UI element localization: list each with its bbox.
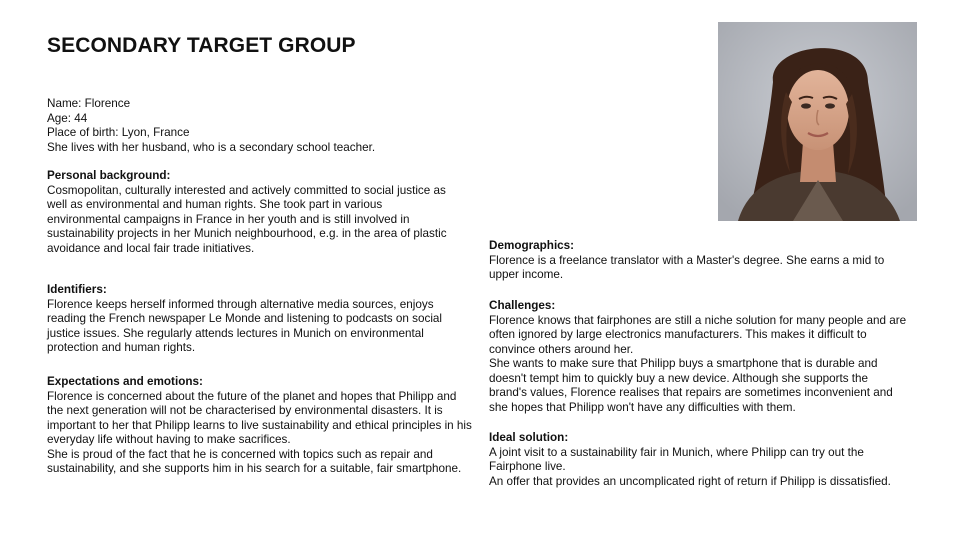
persona-portrait-photo bbox=[718, 22, 917, 221]
demographics-text: Florence is a freelance translator with a Master's degree. She earns a mid to upper income. bbox=[489, 253, 885, 281]
demographics-section bbox=[489, 239, 909, 283]
personal-background-section bbox=[47, 169, 457, 256]
expectations-heading: Expectations and emotions: bbox=[47, 375, 203, 388]
challenges-text-1: Florence knows that fairphones are still a niche solution for many people and are often ignored by large electronics manufacturers. This makes it difficult to convince others around her. bbox=[489, 313, 907, 356]
challenges-section bbox=[489, 299, 909, 415]
page-title: SECONDARY TARGET GROUP bbox=[47, 34, 356, 57]
challenges-text-2: She wants to make sure that Philipp buys a smartphone that is durable and doesn't tempt him to quickly buy a new device. Although she supports the brand's values, Florence realises that repairs are sometimes inconvenient and she hopes that Philipp won't have any difficulties with them. bbox=[489, 357, 893, 414]
personal-background-heading: Personal background: bbox=[47, 169, 171, 182]
demographics-heading: Demographics: bbox=[489, 239, 575, 252]
ideal-solution-text-2: An offer that provides an uncomplicated right of return if Philipp is dissatisfied. bbox=[489, 474, 891, 488]
expectations-text-2: She is proud of the fact that he is concerned with topics such as repair and sustainability, and she supports him in his search for a suitable, fair smartphone. bbox=[47, 447, 462, 475]
persona-basic-info bbox=[47, 97, 467, 155]
challenges-heading: Challenges: bbox=[489, 299, 556, 312]
ideal-solution-text-1: A joint visit to a sustainability fair in Munich, where Philipp can try out the Fairphone live. bbox=[489, 445, 864, 473]
identifiers-text: Florence keeps herself informed through alternative media sources, enjoys reading the French newspaper Le Monde and listening to podcasts on social justice issues. She regularly attends lectures in Munich on environmental protection and human rights. bbox=[47, 297, 443, 354]
identifiers-section bbox=[47, 283, 457, 356]
persona-living-situation: She lives with her husband, who is a secondary school teacher. bbox=[47, 140, 376, 154]
identifiers-heading: Identifiers: bbox=[47, 283, 107, 296]
persona-age: Age: 44 bbox=[47, 111, 88, 125]
ideal-solution-heading: Ideal solution: bbox=[489, 431, 569, 444]
expectations-text-1: Florence is concerned about the future of the planet and hopes that Philipp and the next generation will not be characterised by environmental disasters. It is important to her that Philipp learns to live sustainability and ethical principles in his everyday life without having to make sacrifices. bbox=[47, 389, 472, 446]
ideal-solution-section bbox=[489, 431, 914, 489]
persona-birthplace: Place of birth: Lyon, France bbox=[47, 126, 190, 139]
expectations-section bbox=[47, 375, 472, 477]
persona-name: Name: Florence bbox=[47, 97, 131, 110]
personal-background-text: Cosmopolitan, culturally interested and actively committed to social justice as well as environmental and human rights. She took part in various environmental campaigns in France in her youth and is still involved in sustainability projects in her Munich neighbourhood, e.g. in the area of plastic avoidance and local fair trade initiatives. bbox=[47, 183, 447, 255]
